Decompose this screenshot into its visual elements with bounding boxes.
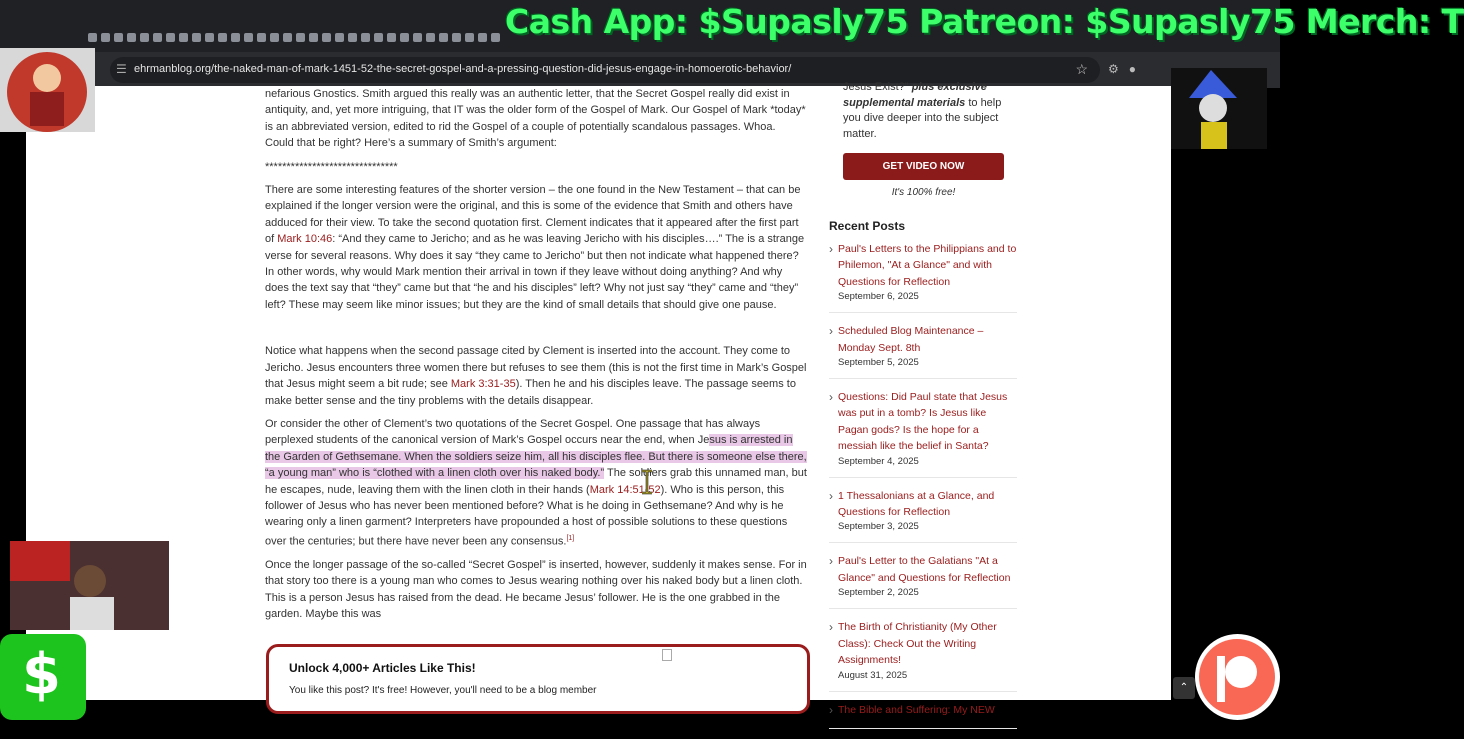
article-paragraph: Once the longer passage of the so-called “Secret Gospel” is inserted, however, suddenly it makes sense. For in that story too there is a young man who comes to Jesus wearing nothing over his naked body but a linen cloth. This is a person Jesus has raised from the dead. He became Jesus’ follower. He is the one grabbed in the garden. Maybe this was (265, 558, 807, 621)
tab-favicon[interactable] (452, 33, 461, 42)
url-text[interactable]: ehrmanblog.org/the-naked-man-of-mark-1451-52-the-secret-gospel-and-a-pressing-question-did-jesus-engage-in-homoerotic-behavior/ (134, 63, 792, 75)
tab-favicon[interactable] (361, 33, 370, 42)
wizard-avatar-overlay (1171, 68, 1267, 149)
tab-favicon[interactable] (88, 33, 97, 42)
tab-favicon[interactable] (387, 33, 396, 42)
scripture-link[interactable]: Mark 3:31-35 (450, 378, 516, 391)
extensions-icon[interactable]: ⚙ (1108, 62, 1119, 76)
tab-favicon[interactable] (244, 33, 253, 42)
tab-favicon[interactable] (413, 33, 422, 42)
recent-post (829, 241, 1017, 313)
scripture-link[interactable]: Mark 10:46 (277, 233, 333, 246)
tab-favicon[interactable] (296, 33, 305, 42)
article-paragraph (265, 182, 807, 313)
tab-favicon[interactable] (426, 33, 435, 42)
recent-post-date: September 4, 2025 (838, 455, 919, 467)
tab-favicon[interactable] (348, 33, 357, 42)
webcam-overlay (10, 541, 169, 630)
patreon-logo (1195, 634, 1280, 720)
promo-emphasis: plus exclusive supplemental materials (843, 81, 987, 109)
tab-favicon[interactable] (192, 33, 201, 42)
tab-favicon[interactable] (127, 33, 136, 42)
article-paragraph (265, 416, 807, 550)
tab-favicon[interactable] (491, 33, 500, 42)
recent-post-link[interactable]: › Questions: Did Paul state that Jesus was put in a tomb? Is Jesus like Pagan gods? Is the hope for a messiah like the belief in Santa? (829, 389, 1017, 455)
article-paragraph (265, 343, 807, 409)
tab-favicon[interactable] (309, 33, 318, 42)
text-run: : “And they came to Jericho; and as he was leaving Jericho with his disciples….” The is a strange verse for several reasons. Why does it say “they came to Jericho” but then not indicate what happened there? In other words, why would Mark mention their arrival in town if they leave without doing anything? And why does the text say that “they” came but that “he and his disciples” left? Why not just say “they” came and “they” left? These may seem like minor issues; but they are the kind of small details that should give one pause. (265, 233, 805, 311)
tab-favicon[interactable] (101, 33, 110, 42)
article-body (265, 86, 807, 629)
text-run: The soldiers grab this unnamed man, but he escapes, nude, leaving them with the linen cloth in their hands ( (265, 467, 807, 496)
recent-post (829, 619, 1017, 691)
separator-stars: ******************************* (265, 160, 398, 173)
tab-favicon[interactable] (166, 33, 175, 42)
recent-post-link[interactable]: › The Bible and Suffering: My NEW (829, 702, 1017, 718)
get-video-button[interactable]: GET VIDEO NOW (843, 153, 1004, 180)
promo-text: to help you dive deeper into the subject matter. (843, 96, 1002, 140)
profile-icon[interactable]: ● (1128, 62, 1137, 76)
recent-post-link[interactable]: › Scheduled Blog Maintenance – Monday Sept. 8th (829, 323, 1017, 356)
recent-post-date: September 2, 2025 (838, 587, 919, 599)
tab-favicon[interactable] (153, 33, 162, 42)
recent-post (829, 323, 1017, 379)
tab-favicon[interactable] (205, 33, 214, 42)
tab-favicon[interactable] (218, 33, 227, 42)
tab-favicon[interactable] (478, 33, 487, 42)
recent-post (829, 553, 1017, 609)
unlock-text: You like this post? It's free! However, you'll need to be a blog member (289, 685, 597, 696)
text-run: Or consider the other of Clement’s two quotations of the Secret Gospel. One passage that has always perplexed students of the canonical version of Mark’s Gospel occurs near the end, when Je (265, 417, 761, 447)
bookmark-star-icon[interactable]: ☆ (1075, 61, 1088, 77)
tab-favicon[interactable] (140, 33, 149, 42)
tab-favicon[interactable] (335, 33, 344, 42)
recent-post-date: August 31, 2025 (838, 669, 908, 681)
web-page (26, 81, 1189, 716)
recent-post (829, 389, 1017, 478)
sidebar-promo (843, 80, 1013, 142)
tab-favicon[interactable] (374, 33, 383, 42)
scripture-link[interactable]: Mark 14:51-52 (589, 483, 661, 496)
text-cursor-icon (640, 470, 654, 494)
tab-favicon[interactable] (179, 33, 188, 42)
free-note: It's 100% free! (891, 187, 956, 198)
recent-post-date: September 6, 2025 (838, 291, 919, 303)
tab-favicon[interactable] (400, 33, 409, 42)
article-paragraph: nefarious Gnostics. Smith argued this really was an authentic letter, that the Secret Gospel really did exist in antiquity, and, yet more intriguing, that IT was the older form of the Gospel of Mark. Our Gospel of Mark *today* is an abbreviated version, edited to rid the Gospel of a couple of potentially scandalous passages. Whoa. Could that be right? Here’s a summary of Smith’s argument: (265, 88, 806, 150)
promo-text: Jesus Exist?" (843, 81, 909, 93)
selected-text[interactable]: sus is arrested in the Garden of Gethsemane. When the soldiers seize him, all his disciples flee. But there is someone else there, “a young man” who is “clothed with a linen cloth over his naked body.” (265, 434, 807, 480)
tab-favicon[interactable] (114, 33, 123, 42)
broken-image-icon (662, 649, 672, 661)
tab-favicon[interactable] (322, 33, 331, 42)
recent-posts-heading: Recent Posts (829, 219, 906, 233)
tab-favicons[interactable] (88, 33, 500, 42)
recent-post-link[interactable]: › The Birth of Christianity (My Other Class): Check Out the Writing Assignments! (829, 619, 1017, 668)
megaman-avatar-overlay (0, 48, 95, 132)
recent-post-link[interactable]: › Paul's Letter to the Galatians "At a Glance" and Questions for Reflection (829, 553, 1017, 586)
recent-post-date: September 5, 2025 (838, 357, 919, 369)
tab-favicon[interactable] (270, 33, 279, 42)
recent-post (829, 488, 1017, 544)
cash-app-logo: $ (0, 634, 86, 720)
text-run: Notice what happens when the second passage cited by Clement is inserted into the account. They come to Jericho. Jesus encounters three women there but refuses to see them (this is not the first time in Mark’s Gospel that Jesus might seem a bit rude; see (265, 345, 807, 391)
text-run: There are some interesting features of the shorter version – the one found in the New Testament – that can be explained if the longer version were the original, and this is some of the evidence that Smith and others have adduced for their view. To take the second quotation first. Clement indicates that it appeared after the first part of (265, 184, 801, 246)
tab-favicon[interactable] (257, 33, 266, 42)
recent-post-date: September 3, 2025 (838, 521, 919, 533)
recent-post (829, 702, 1017, 729)
text-run: ). Who is this person, this follower of Jesus who has never been mentioned before? What is he doing in Gethsemane? And why is he wearing only a linen garment? Interpreters have propounded a host of possible solutions to these questions over the centuries; but there have never been any consensus. (265, 483, 788, 548)
recent-post-link[interactable]: › 1 Thessalonians at a Glance, and Questions for Reflection (829, 488, 1017, 521)
stream-banner: Cash App: $Supasly75 Patreon: $Supasly75 Merch: T (505, 2, 1464, 41)
tab-favicon[interactable] (439, 33, 448, 42)
scroll-to-top-icon[interactable]: ⌃ (1173, 677, 1195, 699)
tab-favicon[interactable] (283, 33, 292, 42)
text-run: ). Then he and his disciples leave. The passage seems to make better sense and the tiny problems with the details disappear. (265, 378, 796, 407)
site-info-icon[interactable]: ☰ (116, 62, 127, 76)
unlock-title: Unlock 4,000+ Articles Like This! (289, 661, 476, 675)
footnote-link[interactable]: [1] (566, 534, 575, 542)
recent-posts-list (829, 241, 1017, 739)
unlock-articles-box (266, 644, 810, 714)
toolbar-icons (1108, 62, 1136, 76)
tab-favicon[interactable] (465, 33, 474, 42)
recent-post-link[interactable]: › Paul's Letters to the Philippians and to Philemon, "At a Glance" and with Questions for Reflection (829, 241, 1017, 290)
tab-favicon[interactable] (231, 33, 240, 42)
